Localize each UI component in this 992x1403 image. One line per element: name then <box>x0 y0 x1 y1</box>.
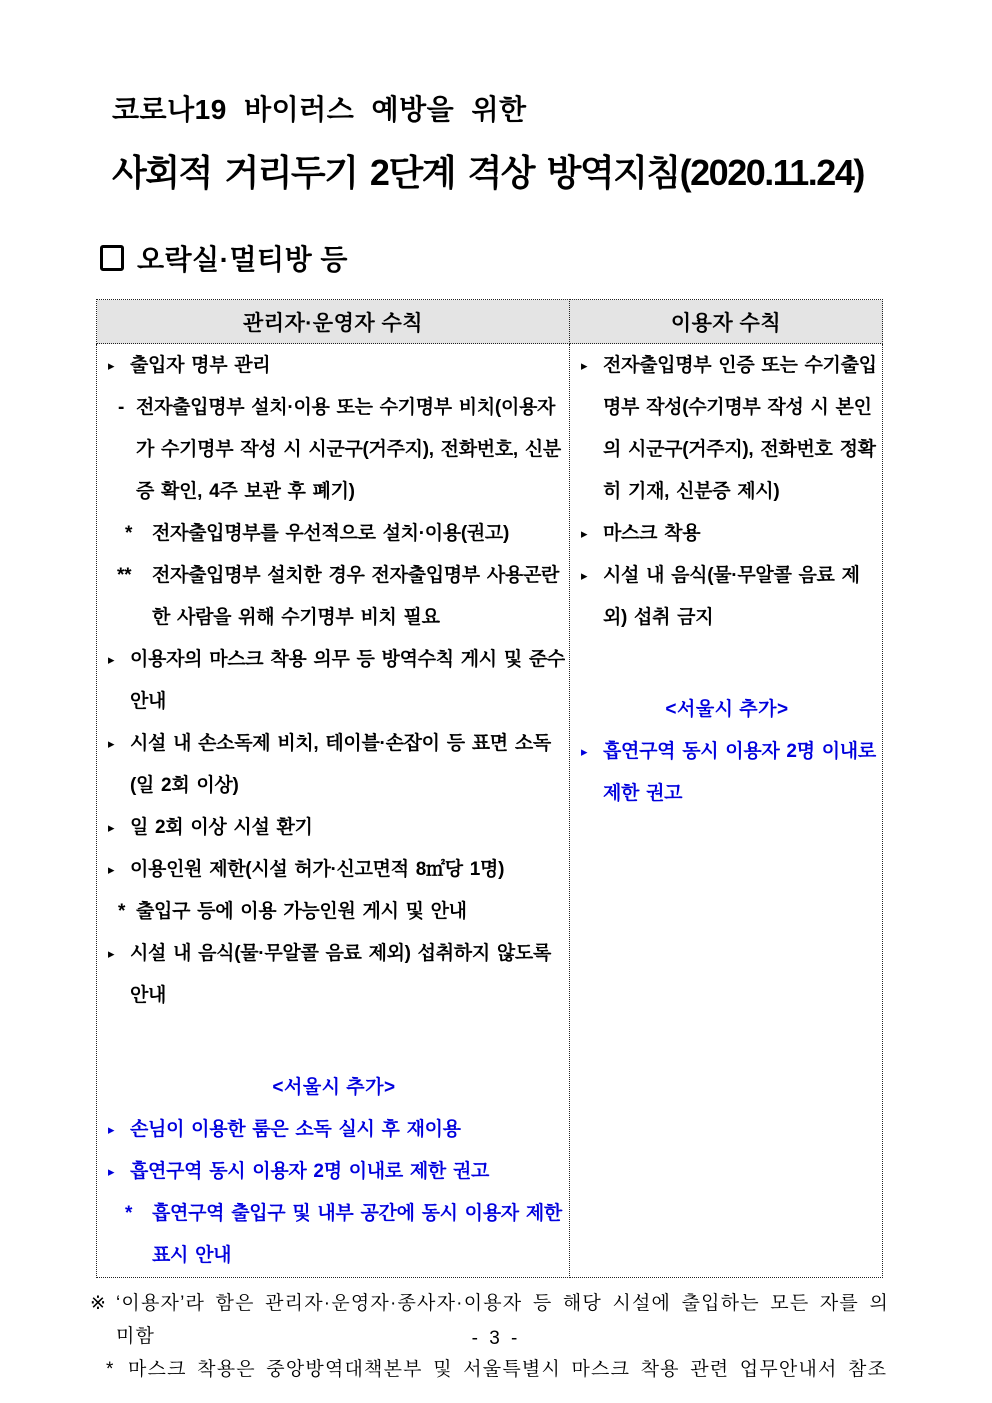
item-text: 시설 내 음식(물·무알콜 음료 제외) 섭취하지 않도록 안내 <box>130 943 552 1006</box>
bullet-triangle-icon: ▸ <box>581 358 588 373</box>
item-text: 시설 내 음식(물·무알콜 음료 제외) 섭취 금지 <box>603 565 860 628</box>
item-text: 전자출입명부 인증 또는 수기출입 명부 작성(수기명부 작성 시 본인의 시군구(거주지), 전화번호 정확히 기재, 신분증 제시) <box>603 355 877 502</box>
item-text: 일 2회 이상 시설 환기 <box>130 817 313 838</box>
list-item-seoul <box>103 1109 565 1151</box>
list-item <box>103 387 565 513</box>
list-item-seoul <box>576 731 878 815</box>
item-text: 전자출입명부 설치한 경우 전자출입명부 사용곤란한 사람을 위해 수기명부 비치 필요 <box>152 565 560 628</box>
list-item <box>103 639 565 723</box>
bullet-triangle-icon: ▸ <box>108 946 115 961</box>
manager-rules-header: 관리자·운영자 수칙 <box>97 300 570 344</box>
asterisk-marker: * <box>106 1359 115 1380</box>
manager-rules-cell <box>97 344 570 1278</box>
list-item <box>576 345 878 513</box>
item-text: 전자출입명부 설치·이용 또는 수기명부 비치(이용자가 수기명부 작성 시 시군구(거주지), 전화번호, 신분증 확인, 4주 보관 후 폐기) <box>136 397 561 502</box>
bullet-triangle-icon: ▸ <box>108 820 115 835</box>
item-text: 흡연구역 동시 이용자 2명 이내로 제한 권고 <box>603 741 876 804</box>
asterisk-marker: * <box>125 523 133 544</box>
footnote-text: ‘이용자’라 함은 관리자·운영자·종사자·이용자 등 해당 시설에 출입하는 모든 자를 의미함 <box>116 1293 890 1347</box>
list-item <box>103 891 565 933</box>
reference-mark-icon: ※ <box>90 1293 108 1314</box>
item-text: 손님이 이용한 룸은 소독 실시 후 재이용 <box>130 1119 461 1140</box>
seoul-extra-header: <서울시 추가> <box>665 699 789 720</box>
checkbox-icon <box>100 245 124 271</box>
item-text: 시설 내 손소독제 비치, 테이블·손잡이 등 표면 소독(일 2회 이상) <box>130 733 551 796</box>
footnote-text: 마스크 착용은 중앙방역대책본부 및 서울특별시 마스크 착용 관련 업무안내서 참조 <box>128 1359 888 1380</box>
section-heading-label: 오락실·멀티방 등 <box>137 244 348 275</box>
list-item-seoul <box>103 1151 565 1193</box>
list-item <box>103 555 565 639</box>
list-item-seoul <box>103 1193 565 1277</box>
footnote <box>90 1353 902 1386</box>
asterisk-marker: * <box>125 1203 133 1224</box>
list-item <box>576 555 878 639</box>
item-text: 마스크 착용 <box>603 523 701 544</box>
bullet-triangle-icon: ▸ <box>581 526 588 541</box>
asterisk-marker: * <box>118 901 126 922</box>
rules-table <box>96 299 883 1278</box>
bullet-triangle-icon: ▸ <box>108 652 115 667</box>
list-item <box>103 723 565 807</box>
list-item <box>103 849 565 891</box>
item-text: 흡연구역 동시 이용자 2명 이내로 제한 권고 <box>130 1161 490 1182</box>
section-heading <box>100 238 992 278</box>
seoul-extra-header: <서울시 추가> <box>272 1077 396 1098</box>
bullet-triangle-icon: ▸ <box>581 568 588 583</box>
document-subtitle: 코로나19 바이러스 예방을 위한 <box>112 94 527 125</box>
list-item <box>103 345 565 387</box>
bullet-triangle-icon: ▸ <box>108 1164 115 1179</box>
document-title: 사회적 거리두기 2단계 격상 방역지침(2020.11.24) <box>112 152 864 193</box>
list-item <box>103 807 565 849</box>
item-text: 이용인원 제한(시설 허가·신고면적 8㎡당 1명) <box>130 859 505 880</box>
list-item <box>103 513 565 555</box>
list-item <box>576 513 878 555</box>
item-text: 출입구 등에 이용 가능인원 게시 및 안내 <box>136 901 467 922</box>
bullet-triangle-icon: ▸ <box>108 1122 115 1137</box>
list-item <box>103 933 565 1017</box>
bullet-triangle-icon: ▸ <box>581 744 588 759</box>
dash-marker: - <box>118 397 125 418</box>
item-text: 흡연구역 출입구 및 내부 공간에 동시 이용자 제한 표시 안내 <box>152 1203 562 1266</box>
page-number: - 3 - <box>471 1328 521 1349</box>
bullet-triangle-icon: ▸ <box>108 862 115 877</box>
item-text: 출입자 명부 관리 <box>130 355 271 376</box>
item-text: 이용자의 마스크 착용 의무 등 방역수칙 게시 및 준수 안내 <box>130 649 565 712</box>
bullet-triangle-icon: ▸ <box>108 358 115 373</box>
item-text: 전자출입명부를 우선적으로 설치·이용(권고) <box>152 523 510 544</box>
user-rules-cell <box>570 344 883 1278</box>
user-rules-header: 이용자 수칙 <box>570 300 883 344</box>
double-asterisk-marker: ** <box>117 565 132 586</box>
title-block <box>0 88 992 196</box>
bullet-triangle-icon: ▸ <box>108 736 115 751</box>
